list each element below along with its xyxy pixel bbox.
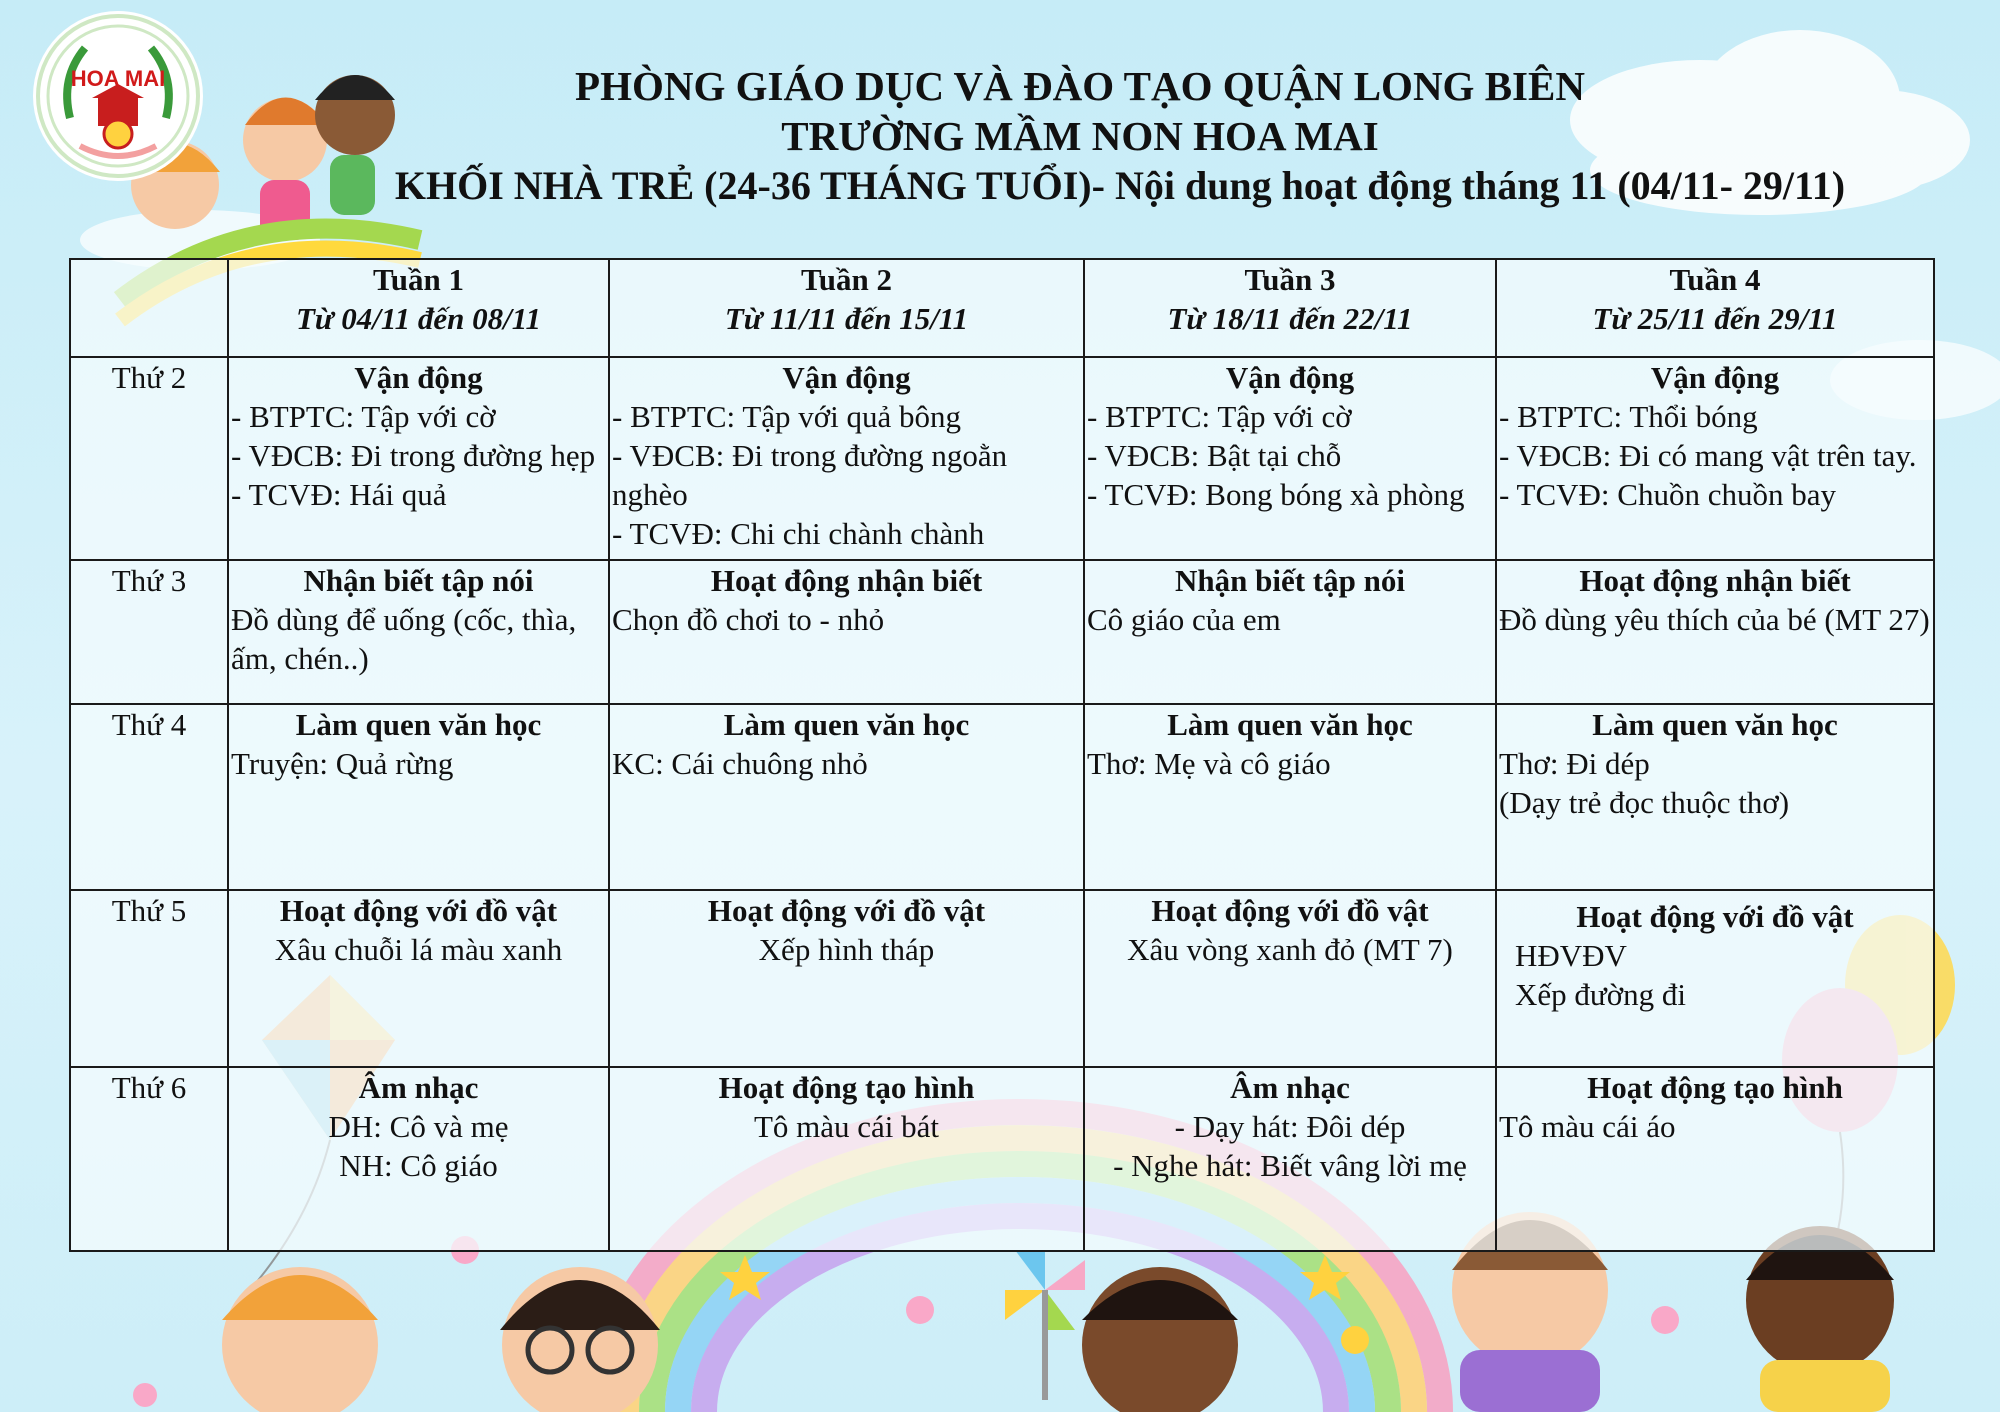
activity-detail: - TCVĐ: Bong bóng xà phòng bbox=[1087, 477, 1465, 512]
week-name: Tuần 1 bbox=[372, 262, 465, 297]
activity-detail: Đồ dùng yêu thích của bé (MT 27) bbox=[1499, 602, 1930, 637]
activity-detail: - VĐCB: Bật tại chỗ bbox=[1087, 438, 1342, 473]
logo-text: HOA MAI bbox=[70, 66, 166, 91]
activity-category: Hoạt động với đồ vật bbox=[1151, 893, 1429, 928]
activity-category: Vận động bbox=[1225, 360, 1355, 395]
activity-detail: Xâu vòng xanh đỏ (MT 7) bbox=[1127, 932, 1453, 967]
school-title: TRƯỜNG MẦM NON HOA MAI bbox=[781, 113, 1379, 159]
activity-cell bbox=[1084, 890, 1496, 1067]
day-label: Thứ 5 bbox=[70, 890, 228, 1067]
schedule-row bbox=[70, 1067, 1934, 1251]
activity-detail: - BTPTC: Tập với cờ bbox=[231, 399, 496, 434]
activity-category: Làm quen văn học bbox=[1592, 707, 1838, 742]
activity-cell bbox=[228, 704, 609, 890]
activity-detail: - BTPTC: Thổi bóng bbox=[1499, 399, 1758, 434]
activity-detail: Xếp hình tháp bbox=[758, 932, 935, 967]
activity-detail: - TCVĐ: Hái quả bbox=[231, 477, 447, 512]
week-header-row bbox=[70, 259, 1934, 357]
activity-category: Âm nhạc bbox=[358, 1070, 479, 1105]
activity-detail: - TCVĐ: Chi chi chành chành bbox=[612, 516, 985, 551]
activity-cell bbox=[1084, 1067, 1496, 1251]
activity-detail: (Dạy trẻ đọc thuộc thơ) bbox=[1499, 785, 1790, 820]
activity-category: Hoạt động tạo hình bbox=[718, 1070, 975, 1105]
week-header-2 bbox=[609, 259, 1084, 357]
department-title: PHÒNG GIÁO DỤC VÀ ĐÀO TẠO QUẬN LONG BIÊN bbox=[575, 63, 1585, 109]
day-label: Thứ 3 bbox=[70, 560, 228, 704]
activity-detail: - VĐCB: Đi có mang vật trên tay. bbox=[1499, 438, 1917, 473]
activity-category: Làm quen văn học bbox=[295, 707, 542, 742]
schedule-row bbox=[70, 560, 1934, 704]
week-range: Từ 18/11 đến 22/11 bbox=[1167, 301, 1413, 336]
schedule-body bbox=[70, 357, 1934, 1251]
activity-cell bbox=[1496, 560, 1934, 704]
activity-detail: Thơ: Mẹ và cô giáo bbox=[1087, 746, 1331, 781]
activity-category: Nhận biết tập nói bbox=[1175, 563, 1405, 598]
activity-cell bbox=[609, 890, 1084, 1067]
activity-category: Vận động bbox=[782, 360, 911, 395]
activity-detail: Thơ: Đi dép bbox=[1499, 746, 1650, 781]
activity-category: Hoạt động với đồ vật bbox=[279, 893, 558, 928]
activity-detail: DH: Cô và mẹ bbox=[328, 1109, 509, 1144]
activity-detail: Xâu chuỗi lá màu xanh bbox=[274, 932, 563, 967]
day-label: Thứ 2 bbox=[70, 357, 228, 560]
week-name: Tuần 3 bbox=[1244, 262, 1336, 297]
activity-category: Vận động bbox=[354, 360, 483, 395]
activity-detail: Tô màu cái áo bbox=[1499, 1109, 1676, 1144]
activity-cell bbox=[1496, 704, 1934, 890]
schedule-title: KHỐI NHÀ TRẺ (24-36 THÁNG TUỔI)- Nội dung hoạt động tháng 11 (04/11- 29/11) bbox=[394, 163, 1846, 208]
activity-category: Âm nhạc bbox=[1230, 1070, 1350, 1105]
activity-category: Hoạt động nhận biết bbox=[1579, 563, 1851, 598]
activity-schedule-table bbox=[69, 258, 1935, 1252]
activity-detail: HĐVĐV bbox=[1515, 938, 1627, 973]
activity-cell bbox=[609, 560, 1084, 704]
activity-category: Hoạt động tạo hình bbox=[1587, 1070, 1843, 1105]
activity-cell bbox=[228, 1067, 609, 1251]
week-name: Tuần 4 bbox=[1669, 262, 1761, 297]
schedule-row bbox=[70, 890, 1934, 1067]
activity-cell bbox=[609, 1067, 1084, 1251]
activity-category: Nhận biết tập nói bbox=[303, 563, 534, 598]
day-label: Thứ 4 bbox=[70, 704, 228, 890]
activity-detail: KC: Cái chuông nhỏ bbox=[612, 746, 868, 781]
activity-detail: NH: Cô giáo bbox=[339, 1148, 498, 1183]
activity-category: Vận động bbox=[1650, 360, 1780, 395]
activity-detail: - BTPTC: Tập với quả bông bbox=[612, 399, 962, 434]
activity-cell bbox=[1084, 560, 1496, 704]
activity-detail: - Dạy hát: Đôi dép bbox=[1174, 1109, 1406, 1144]
activity-detail: - VĐCB: Đi trong đường hẹp bbox=[231, 438, 596, 473]
week-header-4 bbox=[1496, 259, 1934, 357]
activity-cell bbox=[1496, 1067, 1934, 1251]
activity-cell bbox=[1496, 890, 1934, 1067]
activity-cell bbox=[1496, 357, 1934, 560]
activity-cell bbox=[609, 704, 1084, 890]
day-label: Thứ 6 bbox=[70, 1067, 228, 1251]
corner-cell bbox=[70, 259, 228, 357]
activity-detail: Đồ dùng để uống (cốc, thìa, ấm, chén..) bbox=[231, 602, 577, 676]
activity-detail: Truyện: Quả rừng bbox=[231, 746, 454, 781]
activity-category: Làm quen văn học bbox=[723, 707, 970, 742]
activity-detail: - VĐCB: Đi trong đường ngoằn nghèo bbox=[612, 438, 1008, 512]
schedule-row bbox=[70, 704, 1934, 890]
week-header-3 bbox=[1084, 259, 1496, 357]
activity-category: Hoạt động với đồ vật bbox=[707, 893, 986, 928]
activity-detail: - TCVĐ: Chuồn chuồn bay bbox=[1499, 477, 1836, 512]
week-range: Từ 04/11 đến 08/11 bbox=[295, 301, 542, 336]
activity-detail: - BTPTC: Tập với cờ bbox=[1087, 399, 1352, 434]
activity-detail: Cô giáo của em bbox=[1087, 602, 1281, 637]
activity-category: Làm quen văn học bbox=[1167, 707, 1413, 742]
activity-cell bbox=[609, 357, 1084, 560]
activity-detail: Tô màu cái bát bbox=[753, 1109, 940, 1144]
activity-cell bbox=[228, 560, 609, 704]
activity-cell bbox=[1084, 704, 1496, 890]
week-range: Từ 25/11 đến 29/11 bbox=[1592, 301, 1838, 336]
schedule-row bbox=[70, 357, 1934, 560]
activity-cell bbox=[228, 890, 609, 1067]
week-name: Tuần 2 bbox=[800, 262, 893, 297]
activity-detail: Xếp đường đi bbox=[1515, 977, 1686, 1012]
activity-cell bbox=[228, 357, 609, 560]
activity-detail: - Nghe hát: Biết vâng lời mẹ bbox=[1113, 1148, 1467, 1183]
activity-category: Hoạt động nhận biết bbox=[710, 563, 983, 598]
week-range: Từ 11/11 đến 15/11 bbox=[724, 301, 969, 336]
activity-detail: Chọn đồ chơi to - nhỏ bbox=[612, 602, 885, 637]
activity-category: Hoạt động với đồ vật bbox=[1576, 899, 1854, 934]
activity-cell bbox=[1084, 357, 1496, 560]
week-header-1 bbox=[228, 259, 609, 357]
